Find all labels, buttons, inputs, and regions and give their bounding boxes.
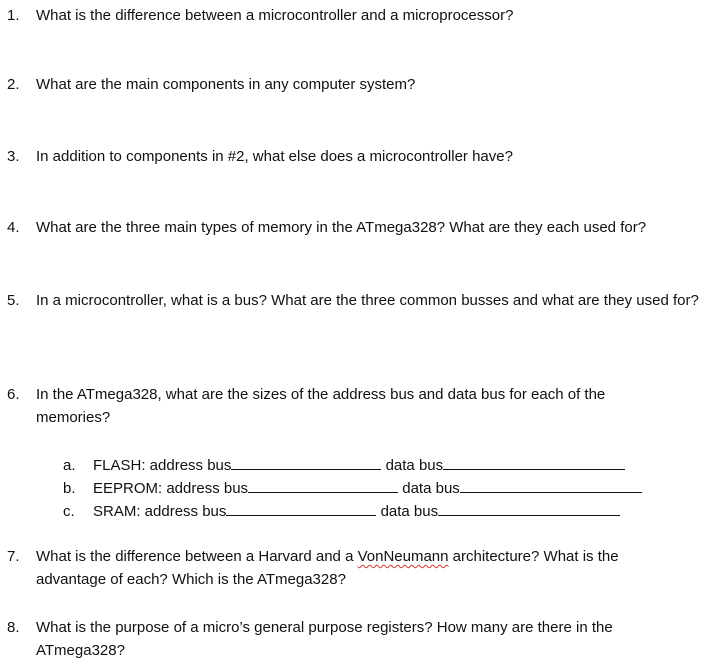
memory-row-sram [63, 501, 620, 522]
question-text: What is the difference between a microcontroller and a microprocessor? [36, 7, 514, 24]
spellcheck-flagged-word: VonNeumann [357, 548, 449, 565]
question-number: 8. [7, 619, 20, 636]
address-bus-blank[interactable] [231, 455, 381, 470]
question-5 [7, 289, 717, 312]
question-3 [7, 145, 717, 168]
memory-letter: b. [63, 480, 76, 497]
memory-row-flash [63, 455, 625, 476]
data-bus-label: data bus [380, 503, 439, 520]
question-text: In addition to components in #2, what else does a microcontroller have? [36, 148, 513, 165]
memory-letter: c. [63, 503, 75, 520]
question-8 [7, 616, 687, 662]
question-2 [7, 73, 717, 96]
data-bus-blank[interactable] [460, 478, 642, 493]
question-text: In the ATmega328, what are the sizes of the address bus and data bus for each of the memories? [36, 386, 606, 426]
question-text-part: What is the difference between a Harvard and a [36, 548, 358, 565]
question-text: What are the main components in any computer system? [36, 76, 416, 93]
memory-row-eeprom [63, 478, 642, 499]
question-number: 2. [7, 76, 20, 93]
address-bus-label: EEPROM: address bus [93, 480, 249, 497]
data-bus-label: data bus [385, 457, 444, 474]
memory-letter: a. [63, 457, 76, 474]
data-bus-label: data bus [402, 480, 460, 497]
question-number: 6. [7, 386, 20, 403]
question-text: In a microcontroller, what is a bus? What are the three common busses and what are they used for? [36, 292, 699, 309]
address-bus-blank[interactable] [248, 478, 398, 493]
question-4 [7, 216, 717, 239]
question-number: 4. [7, 219, 20, 236]
question-number: 1. [7, 7, 20, 24]
question-text-part: architecture? What is the advantage of each? Which is the ATmega328? [36, 548, 619, 588]
address-bus-label: SRAM: address bus [93, 503, 227, 520]
question-text [36, 545, 687, 591]
question-text: What is the purpose of a micro’s general purpose registers? How many are there in the ATmega328? [36, 619, 613, 659]
data-bus-blank[interactable] [443, 455, 625, 470]
question-number: 7. [7, 548, 20, 565]
question-number: 3. [7, 148, 20, 165]
question-text: What are the three main types of memory in the ATmega328? What are they each used for? [36, 219, 647, 236]
address-bus-blank[interactable] [226, 501, 376, 516]
data-bus-blank[interactable] [438, 501, 620, 516]
question-1 [7, 4, 717, 27]
question-6 [7, 383, 657, 429]
question-7 [7, 545, 687, 591]
question-number: 5. [7, 292, 20, 309]
address-bus-label: FLASH: address bus [93, 457, 232, 474]
